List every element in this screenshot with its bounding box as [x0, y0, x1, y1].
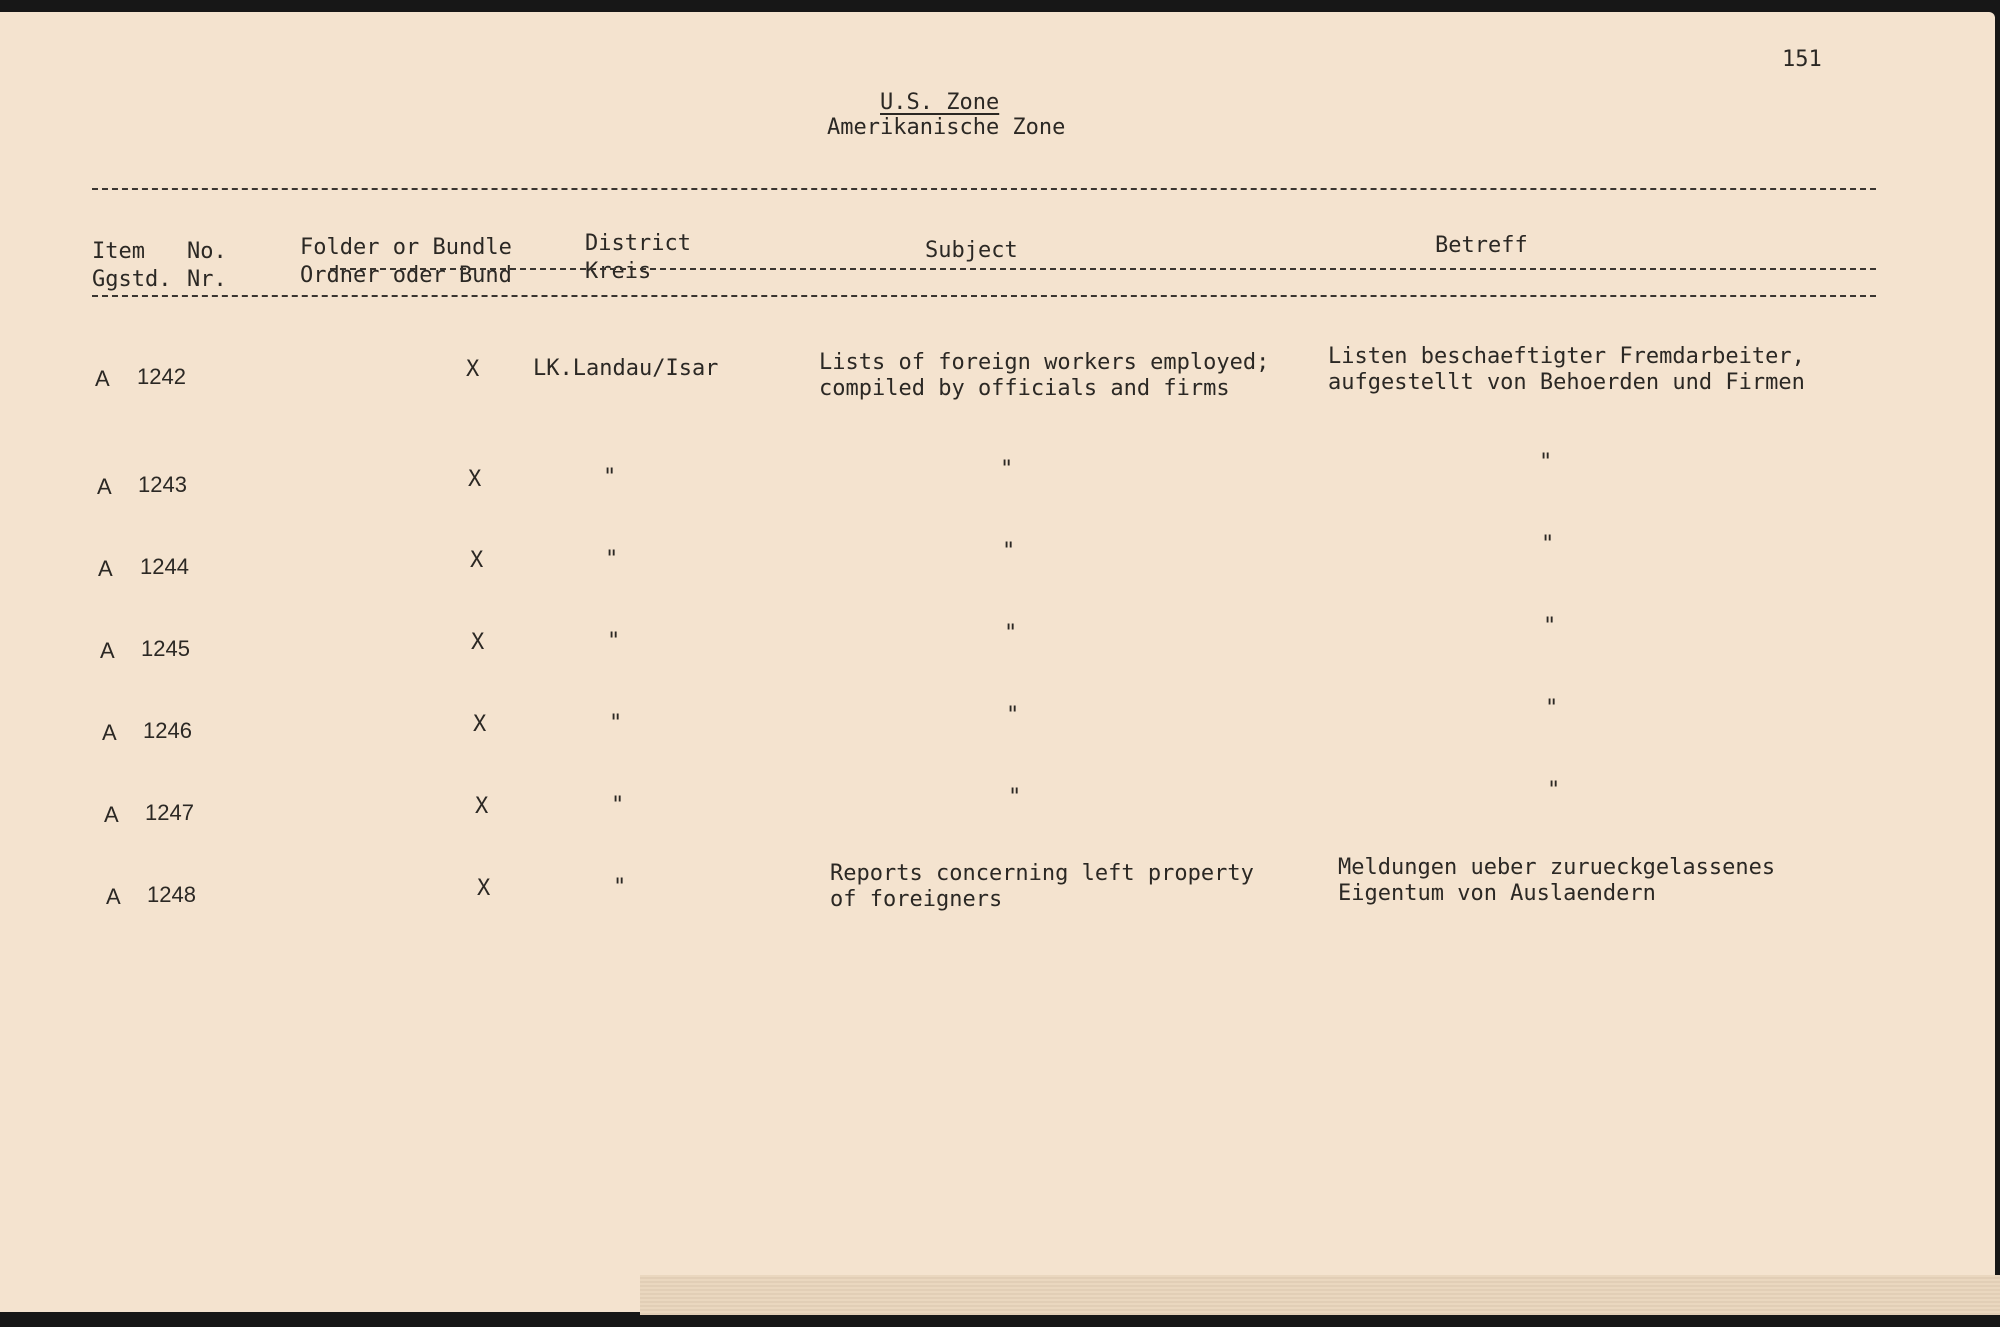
row-district-ditto: " [613, 875, 627, 900]
row-betreff-ditto: " [1543, 614, 1557, 639]
row-folder-mark: X [477, 876, 491, 901]
page-stack-edge [640, 1275, 2000, 1315]
col-item-de: Ggstd. [92, 267, 172, 292]
row-subject-ditto: " [1000, 457, 1014, 482]
row-folder-mark: X [468, 467, 482, 492]
row-number: 1244 [140, 554, 189, 579]
row-item: A [106, 884, 121, 909]
col-district-en: District [585, 231, 691, 256]
row-subject-line2: compiled by officials and firms [819, 376, 1230, 401]
page-number: 151 [1782, 47, 1822, 72]
row-betreff-ditto: " [1547, 778, 1561, 803]
col-no-en: No. [187, 239, 227, 264]
row-district: LK.Landau/Isar [533, 356, 719, 381]
document-page [0, 12, 1995, 1312]
row-betreff-ditto: " [1539, 450, 1553, 475]
col-subject: Subject [925, 238, 1018, 263]
header-rule-top [92, 188, 1876, 190]
col-no-de: Nr. [187, 267, 227, 292]
row-folder-mark: X [470, 548, 484, 573]
row-betreff-line1: Listen beschaeftigter Fremdarbeiter, [1328, 344, 1805, 369]
row-number: 1243 [138, 472, 187, 497]
row-district-ditto: " [607, 629, 621, 654]
row-number: 1245 [141, 636, 190, 661]
row-subject-line2: of foreigners [830, 887, 1003, 912]
row-folder-mark: X [475, 794, 489, 819]
row-subject-ditto: " [1004, 621, 1018, 646]
header-rule-mid [330, 268, 1876, 270]
row-betreff-line2: Eigentum von Auslaendern [1338, 881, 1656, 906]
row-betreff-line1: Meldungen ueber zurueckgelassenes [1338, 855, 1776, 880]
row-number: 1246 [143, 718, 192, 743]
row-item: A [104, 802, 119, 827]
row-item: A [100, 638, 115, 663]
col-item-en: Item [92, 239, 145, 264]
col-district-de: Kreis [585, 259, 652, 284]
row-district-ditto: " [605, 547, 619, 572]
row-folder-mark: X [473, 712, 487, 737]
row-number: 1247 [145, 800, 194, 825]
row-subject-ditto: " [1008, 785, 1022, 810]
row-item: A [97, 474, 112, 499]
row-betreff-line2: aufgestellt von Behoerden und Firmen [1328, 370, 1805, 395]
row-subject-line1: Lists of foreign workers employed; [819, 350, 1270, 375]
zone-title-de: Amerikanische Zone [827, 115, 1066, 140]
col-betreff: Betreff [1435, 233, 1528, 258]
row-number: 1242 [137, 364, 186, 389]
row-item: A [102, 720, 117, 745]
header-rule-bottom [92, 295, 1876, 297]
row-subject-ditto: " [1002, 539, 1016, 564]
col-folder-de: Ordner oder Bund [300, 263, 512, 288]
row-folder-mark: X [471, 630, 485, 655]
row-betreff-ditto: " [1541, 532, 1555, 557]
zone-title-en: U.S. Zone [880, 90, 1000, 115]
row-folder-mark: X [466, 357, 480, 382]
row-subject-line1: Reports concerning left property [830, 861, 1254, 886]
row-number: 1248 [147, 882, 196, 907]
col-folder-en: Folder or Bundle [300, 235, 512, 260]
row-district-ditto: " [603, 465, 617, 490]
row-district-ditto: " [609, 711, 623, 736]
row-district-ditto: " [611, 793, 625, 818]
row-item: A [95, 366, 110, 391]
row-betreff-ditto: " [1545, 696, 1559, 721]
row-item: A [98, 556, 113, 581]
row-subject-ditto: " [1006, 703, 1020, 728]
